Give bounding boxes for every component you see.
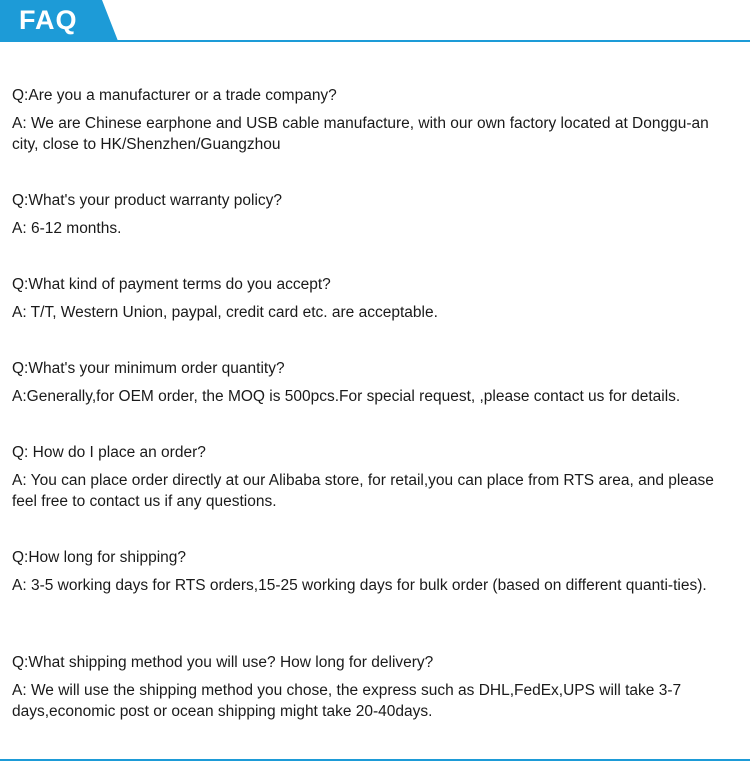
faq-item-manufacturer [12,85,736,155]
faq-item-payment [12,274,736,323]
faq-question: Q:What shipping method you will use? How long for delivery? [12,654,434,671]
faq-answer: A: 3-5 working days for RTS orders,15-25 working days for bulk order (based on different quanti-ties). [12,577,707,594]
faq-item-moq [12,358,736,407]
faq-question: Q: How do I place an order? [12,444,206,461]
faq-item-shipping-method [12,652,736,722]
faq-question: Q:Are you a manufacturer or a trade company? [12,87,337,104]
faq-answer: A: You can place order directly at our Alibaba store, for retail,you can place from RTS area, and please feel free to contact us if any questions. [12,472,714,510]
faq-question: Q:What's your product warranty policy? [12,192,283,209]
faq-item-shipping-time [12,547,736,596]
faq-answer: A: We will use the shipping method you chose, the express such as DHL,FedEx,UPS will take 3-7 days,economic post or ocean shipping might take 20-40days. [12,682,682,720]
faq-answer: A: 6-12 months. [12,220,122,237]
header-divider [0,40,750,42]
footer-divider [0,759,750,761]
faq-answer: A: T/T, Western Union, paypal, credit card etc. are acceptable. [12,304,438,321]
page-title: FAQ [19,5,78,35]
faq-item-warranty [12,190,736,239]
faq-answer: A: We are Chinese earphone and USB cable manufacture, with our own factory located at Donggu-an city, close to HK/Shenzhen/Guangzhou [12,115,709,153]
faq-question: Q:How long for shipping? [12,549,187,566]
faq-item-order [12,442,736,512]
faq-question: Q:What kind of payment terms do you accept? [12,276,331,293]
faq-header [0,0,750,42]
faq-answer: A:Generally,for OEM order, the MOQ is 500pcs.For special request, ,please contact us for details. [12,388,681,405]
faq-question: Q:What's your minimum order quantity? [12,360,285,377]
